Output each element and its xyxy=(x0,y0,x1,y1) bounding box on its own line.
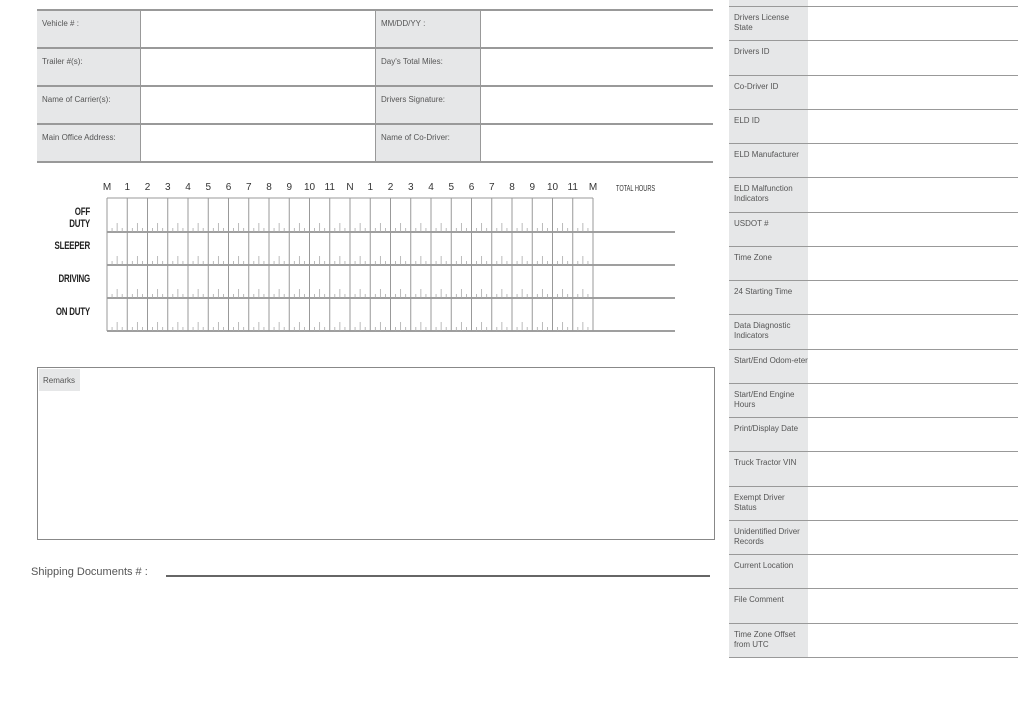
eld-field-input[interactable] xyxy=(808,178,1018,211)
eld-field-input[interactable] xyxy=(808,41,1018,74)
eld-field-row xyxy=(729,487,1018,521)
eld-field-label: ELD Manufacturer xyxy=(729,144,808,177)
eld-field-row xyxy=(729,144,1018,178)
field-label: Name of Carrier(s): xyxy=(37,87,141,123)
shipping-documents-line[interactable] xyxy=(166,575,710,577)
eld-info-table xyxy=(729,6,1018,658)
shipping-documents-label: Shipping Documents # : xyxy=(31,566,148,578)
eld-field-row xyxy=(729,384,1018,418)
eld-field-row xyxy=(729,521,1018,555)
eld-field-input[interactable] xyxy=(808,418,1018,451)
hour-label: 4 xyxy=(428,182,434,193)
eld-field-row xyxy=(729,418,1018,452)
eld-field-input[interactable] xyxy=(808,144,1018,177)
eld-field-row xyxy=(729,624,1018,658)
field-label: Vehicle # : xyxy=(37,11,141,47)
field-label: Trailer #(s): xyxy=(37,49,141,85)
eld-field-label: Drivers License State xyxy=(729,7,808,40)
eld-field-input[interactable] xyxy=(808,452,1018,485)
hour-label: 6 xyxy=(225,182,232,193)
hour-label: 3 xyxy=(164,182,171,193)
eld-field-row xyxy=(729,41,1018,75)
eld-field-label: Print/Display Date xyxy=(729,418,808,451)
eld-field-input[interactable] xyxy=(808,384,1018,417)
eld-field-input[interactable] xyxy=(808,247,1018,280)
eld-field-input[interactable] xyxy=(808,350,1018,383)
eld-field-label: Start/End Engine Hours xyxy=(729,384,808,417)
eld-field-label: File Comment xyxy=(729,589,808,622)
eld-field-input[interactable] xyxy=(808,7,1018,40)
eld-field-label: Current Location xyxy=(729,555,808,588)
eld-field-row xyxy=(729,178,1018,212)
hour-label: M xyxy=(102,182,112,193)
field-label: Day's Total Miles: xyxy=(376,49,481,85)
eld-field-row xyxy=(729,315,1018,349)
hour-label: 5 xyxy=(448,182,455,193)
eld-field-label: Time Zone Offset from UTC xyxy=(729,624,808,657)
eld-field-input[interactable] xyxy=(808,315,1018,348)
eld-field-input[interactable] xyxy=(808,521,1018,554)
eld-field-label: Start/End Odom-eter xyxy=(729,350,808,383)
eld-field-label: Unidentified Driver Records xyxy=(729,521,808,554)
hour-label: M xyxy=(588,182,598,193)
field-label: Main Office Address: xyxy=(37,125,141,161)
hour-label: 3 xyxy=(407,182,414,193)
hour-label: 1 xyxy=(367,182,374,193)
eld-field-row xyxy=(729,213,1018,247)
hour-label: 7 xyxy=(245,182,252,193)
eld-field-label: Time Zone xyxy=(729,247,808,280)
duty-status-grid[interactable] xyxy=(0,0,700,340)
eld-field-input[interactable] xyxy=(808,487,1018,520)
eld-field-row xyxy=(729,7,1018,41)
remarks-box[interactable] xyxy=(37,367,715,540)
hour-label: 6 xyxy=(468,182,475,193)
field-label: Name of Co-Driver: xyxy=(376,125,481,161)
eld-field-label: Drivers ID xyxy=(729,41,808,74)
status-label: SLEEPER xyxy=(54,240,90,252)
eld-field-row xyxy=(729,555,1018,589)
eld-field-label: Co-Driver ID xyxy=(729,76,808,109)
eld-field-input[interactable] xyxy=(808,281,1018,314)
eld-field-row xyxy=(729,76,1018,110)
eld-field-input[interactable] xyxy=(808,110,1018,143)
field-label: Drivers Signature: xyxy=(376,87,481,123)
hour-label: 10 xyxy=(546,182,559,193)
hour-label: 5 xyxy=(205,182,212,193)
eld-field-input[interactable] xyxy=(808,76,1018,109)
hour-label: 7 xyxy=(488,182,495,193)
status-label: DRIVING xyxy=(58,273,90,285)
hour-label: 11 xyxy=(324,182,335,193)
hour-label: 8 xyxy=(509,182,515,193)
eld-field-input[interactable] xyxy=(808,589,1018,622)
hour-label: 2 xyxy=(144,182,151,193)
eld-field-input[interactable] xyxy=(808,555,1018,588)
hour-label: 2 xyxy=(387,182,394,193)
hour-label: 10 xyxy=(303,182,316,193)
status-label: OFF DUTY xyxy=(69,206,90,230)
hour-label: 9 xyxy=(529,182,536,193)
eld-field-label: 24 Starting Time xyxy=(729,281,808,314)
eld-field-row xyxy=(729,350,1018,384)
eld-field-row xyxy=(729,247,1018,281)
eld-field-row xyxy=(729,281,1018,315)
eld-field-row xyxy=(729,589,1018,623)
eld-field-row xyxy=(729,110,1018,144)
hour-label: 4 xyxy=(185,182,191,193)
hour-label: 11 xyxy=(567,182,578,193)
field-label: MM/DD/YY : xyxy=(376,11,481,47)
hour-label: 1 xyxy=(124,182,131,193)
eld-field-label: Exempt Driver Status xyxy=(729,487,808,520)
status-label: ON DUTY xyxy=(55,306,90,318)
eld-field-label: ELD ID xyxy=(729,110,808,143)
total-hours-label: TOTAL HOURS xyxy=(616,184,656,193)
hour-label: 9 xyxy=(286,182,293,193)
remarks-label: Remarks xyxy=(39,369,80,391)
eld-field-input[interactable] xyxy=(808,213,1018,246)
hour-label: 8 xyxy=(266,182,272,193)
eld-field-input[interactable] xyxy=(808,624,1018,657)
eld-field-label: Truck Tractor VIN xyxy=(729,452,808,485)
eld-field-label: Data Diagnostic Indicators xyxy=(729,315,808,348)
eld-field-label: ELD Malfunction Indicators xyxy=(729,178,808,211)
eld-field-row xyxy=(729,452,1018,486)
hour-label: N xyxy=(346,182,354,193)
eld-field-label: USDOT # xyxy=(729,213,808,246)
